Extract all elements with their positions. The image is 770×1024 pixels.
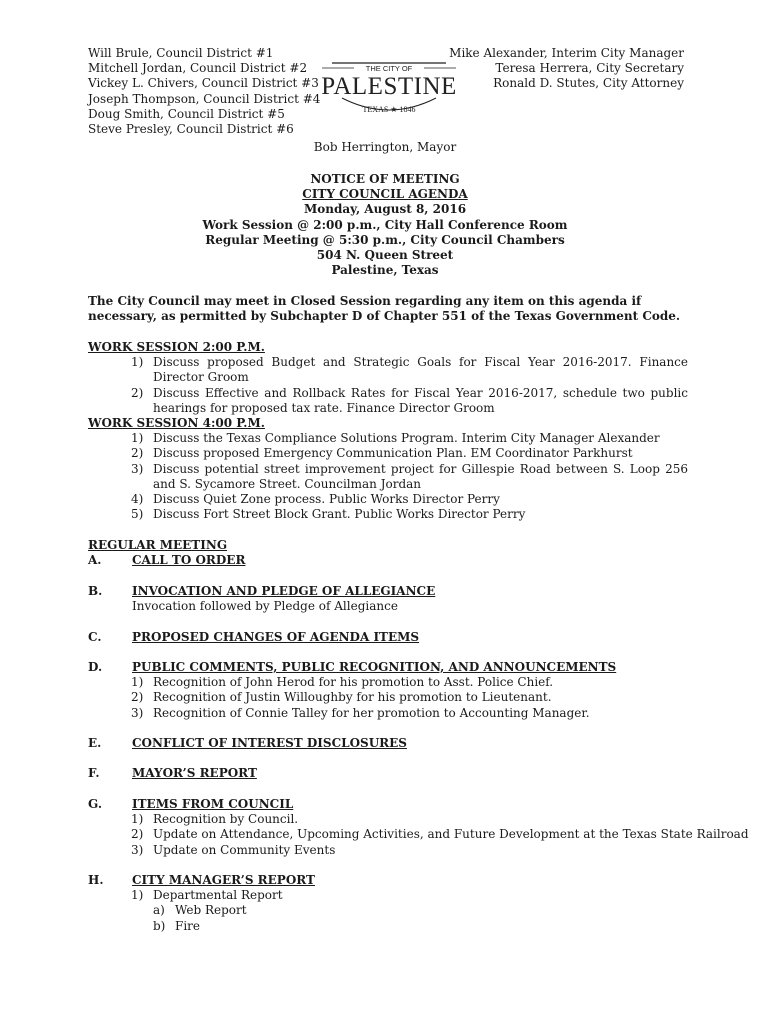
staff-member: Mike Alexander, Interim City Manager [449,46,684,60]
staff-member: Ronald D. Stutes, City Attorney [493,76,684,91]
council-member: Vickey L. Chivers, Council District #3 [88,76,319,91]
council-members [88,46,320,137]
list-item: 3) Update on Community Events [131,842,336,857]
list-item: 5) Discuss Fort Street Block Grant. Public Works Director Perry [131,507,526,522]
list-item: 2) Update on Attendance, Upcoming Activities, and Future Development at the Texas State Railroad [131,827,749,842]
council-member: Will Brule, Council District #1 [88,46,274,60]
mayor-name: Bob Herrington, Mayor [313,140,457,154]
city-logo [314,54,464,120]
section-description: Invocation followed by Pledge of Allegiance [132,599,398,614]
section-heading: REGULAR MEETING [88,538,228,552]
agenda-section-f: F. MAYOR’S REPORT [88,766,257,780]
agenda-section-g: G. ITEMS FROM COUNCIL 1) Recognition by Council. 2) Update on Attendance, Upcoming Activities, and Future Development at the Texas State Railroad 3) Update on Community Events [88,797,749,857]
work-session-time: Work Session @ 2:00 p.m., City Hall Conference Room [202,217,568,232]
closed-session-notice: The City Council may meet in Closed Session regarding any item on this agenda if necessary, as permitted by Subchapter D of Chapter 551 of the Texas Government Code. [88,294,681,324]
agenda-section-e: E. CONFLICT OF INTEREST DISCLOSURES [88,736,407,750]
list-item: 1) Discuss the Texas Compliance Solutions Program. Interim City Manager Alexander [131,431,660,446]
agenda-section-b: B. INVOCATION AND PLEDGE OF ALLEGIANCE Invocation followed by Pledge of Allegiance [88,584,688,614]
council-member: Steve Presley, Council District #6 [88,122,294,137]
notice-title: NOTICE OF MEETING [310,172,460,186]
logo-name-text: PALESTINE [321,73,457,100]
list-item: 4) Discuss Quiet Zone process. Public Works Director Perry [131,492,500,507]
list-item: 2) Recognition of Justin Willoughby for his promotion to Lieutenant. [131,690,552,705]
logo-top-text: THE CITY OF [365,64,413,73]
council-member: Doug Smith, Council District #5 [88,106,285,121]
sub-list-item: b) Fire [153,918,201,933]
list-item: 1) Recognition of John Herod for his promotion to Asst. Police Chief. [131,675,554,690]
list-item: 3) Recognition of Connie Talley for her promotion to Accounting Manager. [131,705,590,720]
sub-list-item: a) Web Report [153,903,247,918]
list-item: 2) Discuss proposed Emergency Communication Plan. EM Coordinator Parkhurst [131,446,633,461]
city-staff [449,46,684,92]
list-item: 3) Discuss potential street improvement project for Gillespie Road between S. Loop 256 and S. Sycamore Street. Councilman Jordan [131,461,688,491]
agenda-title: CITY COUNCIL AGENDA [302,187,468,202]
section-heading: WORK SESSION 4:00 P.M. [88,416,265,430]
work-session-1 [88,340,688,416]
council-member: Mitchell Jordan, Council District #2 [88,61,308,76]
staff-member: Teresa Herrera, City Secretary [495,61,684,76]
section-heading: WORK SESSION 2:00 P.M. [88,340,265,354]
work-session-2 [88,416,688,522]
palestine-seal-icon [314,54,464,120]
council-member: Joseph Thompson, Council District #4 [88,91,321,106]
meeting-notice [0,172,770,278]
list-item: 2) Discuss Effective and Rollback Rates for Fiscal Year 2016-2017, schedule two public hearings for proposed tax rate. Finance Director Groom [131,385,688,415]
meeting-date: Monday, August 8, 2016 [303,202,467,217]
agenda-section-h: H. CITY MANAGER’S REPORT 1) Departmental Report a) Web Report b) Fire [88,873,688,934]
regular-meeting-time: Regular Meeting @ 5:30 p.m., City Council Chambers [205,232,565,247]
agenda-section-a: A. CALL TO ORDER [88,553,246,568]
logo-bottom-text: TEXAS ★ 1846 [362,105,416,114]
list-item: 1) Discuss proposed Budget and Strategic Goals for Fiscal Year 2016-2017. Finance Director Groom [131,355,688,385]
agenda-section-d: D. PUBLIC COMMENTS, PUBLIC RECOGNITION, AND ANNOUNCEMENTS 1) Recognition of John Herod for his promotion to Asst. Police Chief. 2) Recognition of Justin Willoughby for his promotion to Lieutenant. 3) Recognition of Connie Talley for her promotion to Accounting Manager. [88,660,688,721]
regular-meeting [88,538,688,568]
list-item: 1) Departmental Report [131,888,283,903]
list-item: 1) Recognition by Council. [131,812,299,827]
meeting-address: 504 N. Queen Street [316,248,454,263]
agenda-section-c: C. PROPOSED CHANGES OF AGENDA ITEMS [88,630,420,644]
meeting-city: Palestine, Texas [331,263,439,278]
